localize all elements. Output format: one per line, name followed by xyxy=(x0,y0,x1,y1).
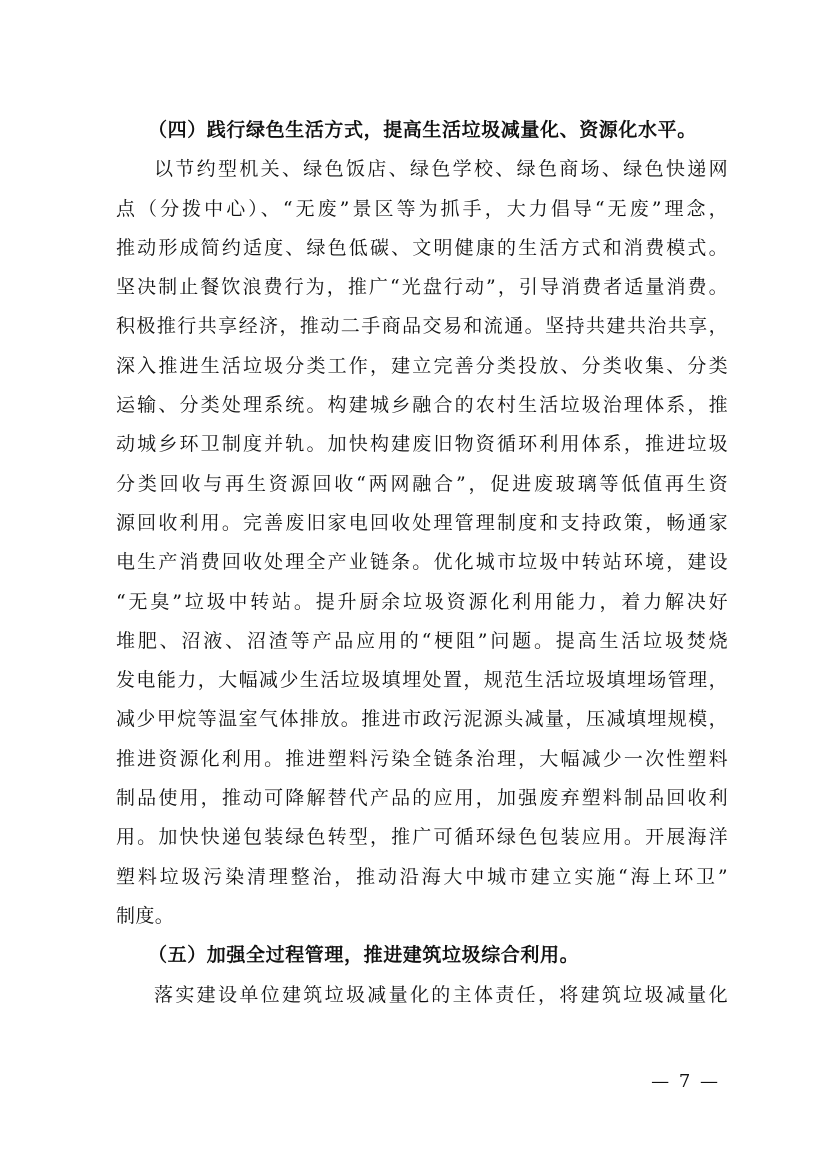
paragraph-line: 堆肥、沼液、沼渣等产品应用的“梗阻”问题。提高生活垃圾焚烧 xyxy=(116,629,728,652)
paragraph-line: 以节约型机关、绿色饭店、绿色学校、绿色商场、绿色快递网 xyxy=(154,158,728,181)
section-heading-4: （四）践行绿色生活方式，提高生活垃圾减量化、资源化水平。 xyxy=(148,119,697,141)
paragraph-line: 推进资源化利用。推进塑料污染全链条治理，大幅减少一次性塑料 xyxy=(116,747,728,770)
paragraph-line: 制品使用，推动可降解替代产品的应用，加强废弃塑料制品回收利 xyxy=(116,787,728,810)
page-number: — 7 — xyxy=(651,1071,720,1092)
paragraph-line: 推动形成简约适度、绿色低碳、文明健康的生活方式和消费模式。 xyxy=(116,236,728,259)
paragraph-line: 运输、分类处理系统。构建城乡融合的农村生活垃圾治理体系，推 xyxy=(116,394,728,417)
paragraph-line: 减少甲烷等温室气体排放。推进市政污泥源头减量，压减填埋规模， xyxy=(116,708,728,731)
paragraph-line: 落实建设单位建筑垃圾减量化的主体责任，将建筑垃圾减量化 xyxy=(154,983,728,1006)
document-body xyxy=(116,111,728,1015)
paragraph-line: 制度。 xyxy=(116,904,175,927)
paragraph-line: 电生产消费回收处理全产业链条。优化城市垃圾中转站环境，建设 xyxy=(116,551,728,574)
paragraph-line: 动城乡环卫制度并轨。加快构建废旧物资循环利用体系，推进垃圾 xyxy=(116,433,728,456)
paragraph-line: 用。加快快递包装绿色转型，推广可循环绿色包装应用。开展海洋 xyxy=(116,826,728,849)
paragraph-line: “无臭”垃圾中转站。提升厨余垃圾资源化利用能力，着力解决好 xyxy=(116,590,728,613)
paragraph-line: 塑料垃圾污染清理整治，推动沿海大中城市建立实施“海上环卫” xyxy=(116,865,728,888)
paragraph-line: 积极推行共享经济，推动二手商品交易和流通。坚持共建共治共享， xyxy=(116,315,728,338)
paragraph-line: 深入推进生活垃圾分类工作，建立完善分类投放、分类收集、分类 xyxy=(116,354,728,377)
paragraph-line: 发电能力，大幅减少生活垃圾填埋处置，规范生活垃圾填埋场管理， xyxy=(116,669,728,692)
paragraph-line: 源回收利用。完善废旧家电回收处理管理制度和支持政策，畅通家 xyxy=(116,511,728,534)
paragraph-4 xyxy=(116,150,728,936)
section-heading-5: （五）加强全过程管理，推进建筑垃圾综合利用。 xyxy=(148,944,580,967)
paragraph-5 xyxy=(116,976,728,1015)
paragraph-line: 分类回收与再生资源回收“两网融合”，促进废玻璃等低值再生资 xyxy=(116,472,728,495)
paragraph-line: 坚决制止餐饮浪费行为，推广“光盘行动”，引导消费者适量消费。 xyxy=(116,276,728,299)
paragraph-line: 点（分拨中心）、“无废”景区等为抓手，大力倡导“无废”理念， xyxy=(116,197,728,220)
